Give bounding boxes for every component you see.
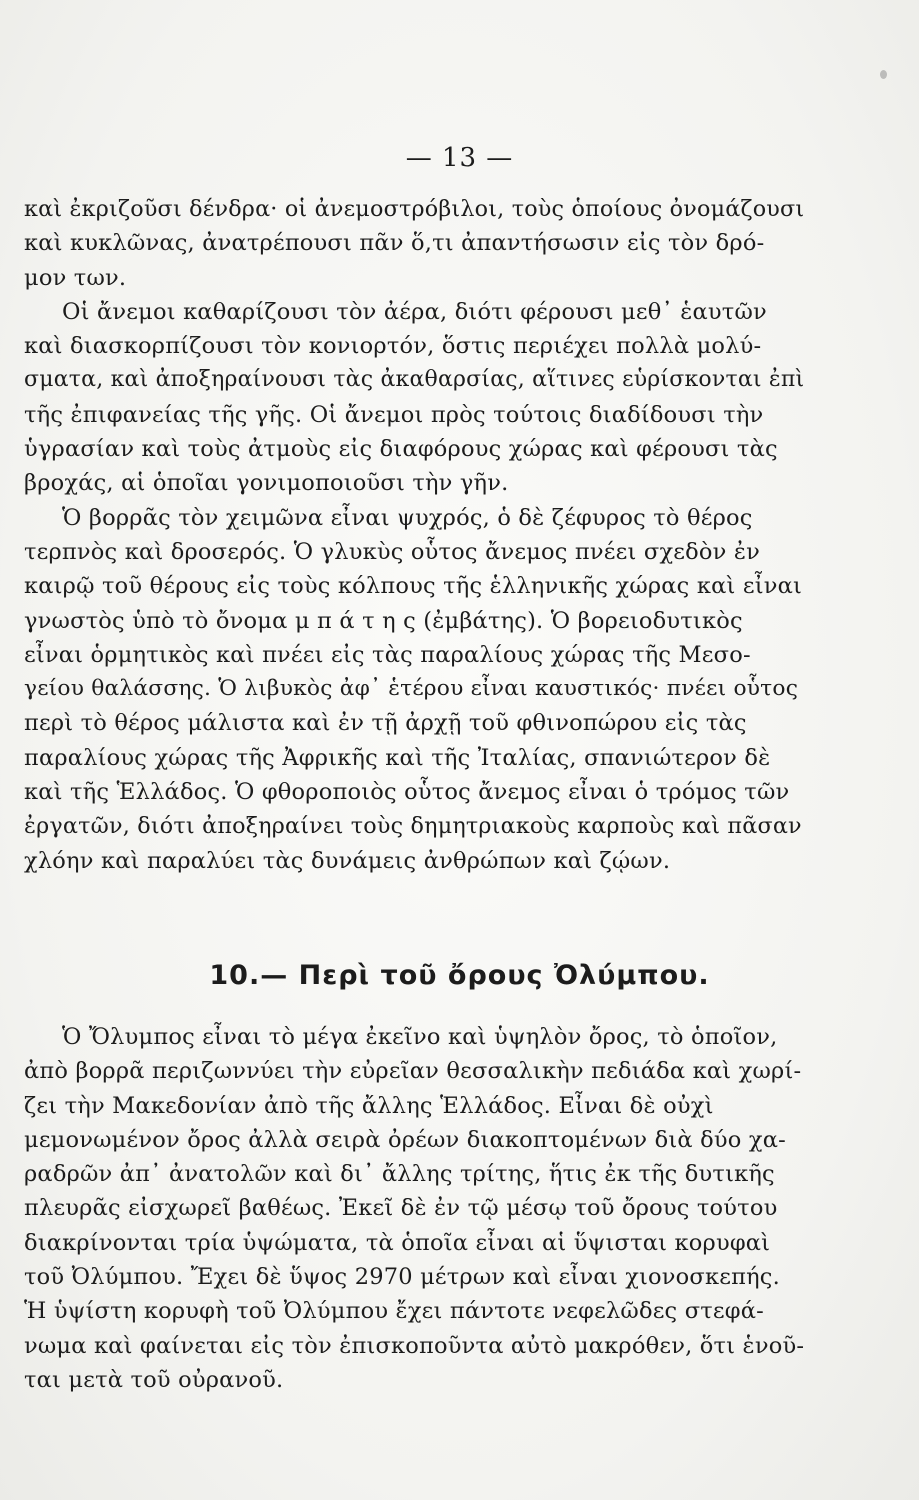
text-line: πλευρᾶς εἰσχωρεῖ βαθέως. Ἐκεῖ δὲ ἐν τῷ μέσῳ τοῦ ὄρους τούτου: [24, 1195, 778, 1222]
text-line: ἐργατῶν, διότι ἀποξηραίνει τοὺς δημητριακοὺς καρποὺς καὶ πᾶσαν: [24, 813, 802, 840]
text-line: καὶ διασκορπίζουσι τὸν κονιορτόν, ὅστις περιέχει πολλὰ μολύ-: [24, 333, 762, 360]
text-line: ἀπὸ βορρᾶ περιζωννύει τὴν εὐρεῖαν θεσσαλικὴν πεδιάδα καὶ χωρί-: [24, 1058, 802, 1085]
text-line: χλόην καὶ παραλύει τὰς δυνάμεις ἀνθρώπων καὶ ζῴων.: [24, 847, 671, 874]
text-line: καὶ κυκλῶνας, ἀνατρέπουσι πᾶν ὅ,τι ἀπαντήσωσιν εἰς τὸν δρό-: [24, 230, 765, 257]
text-line: τερπνὸς καὶ δροσερός. Ὁ γλυκὺς οὗτος ἄνεμος πνέει σχεδὸν ἐν: [24, 538, 761, 565]
ink-speck: [880, 70, 887, 79]
text-line: γείου θαλάσσης. Ὁ λιβυκὸς ἀφ᾿ ἑτέρου εἶναι καυστικός· πνέει οὗτος: [24, 676, 799, 702]
text-line: τοῦ Ὀλύμπου. Ἔχει δὲ ὕψος 2970 μέτρων καὶ εἶναι χιονοσκεπής.: [24, 1264, 780, 1291]
text-line: Ἡ ὑψίστη κορυφὴ τοῦ Ὀλύμπου ἔχει πάντοτε νεφελῶδες στεφά-: [24, 1298, 764, 1325]
paragraph-block-winds: [24, 192, 804, 878]
text-line: εἶναι ὁρμητικὸς καὶ πνέει εἰς τὰς παραλίους χώρας τῆς Μεσο-: [24, 641, 751, 668]
text-line: μον των.: [24, 264, 127, 291]
text-line: περὶ τὸ θέρος μάλιστα καὶ ἐν τῇ ἀρχῇ τοῦ φθινοπώρου εἰς τὰς: [24, 710, 747, 737]
text-line: τῆς ἐπιφανείας τῆς γῆς. Οἱ ἄνεμοι πρὸς τούτοις διαδίδουσι τὴν: [24, 401, 764, 428]
text-line: ται μετὰ τοῦ οὐρανοῦ.: [24, 1366, 284, 1393]
text-line: βροχάς, αἱ ὁποῖαι γονιμοποιοῦσι τὴν γῆν.: [24, 470, 509, 497]
text-line: καιρῷ τοῦ θέρους εἰς τοὺς κόλπους τῆς ἑλληνικῆς χώρας καὶ εἶναι: [24, 573, 803, 600]
text-line: γνωστὸς ὑπὸ τὸ ὄνομα μ π ά τ η ς (ἐμβάτης). Ὁ βορειοδυτικὸς: [24, 607, 743, 634]
text-line: ραδρῶν ἀπ᾿ ἀνατολῶν καὶ δι᾿ ἄλλης τρίτης, ἥτις ἐκ τῆς δυτικῆς: [24, 1161, 775, 1188]
text-line: καὶ ἐκριζοῦσι δένδρα· οἱ ἀνεμοστρόβιλοι, τοὺς ὁποίους ὀνομάζουσι: [24, 196, 805, 222]
text-line: Ὁ βορρᾶς τὸν χειμῶνα εἶναι ψυχρός, ὁ δὲ ζέφυρος τὸ θέρος: [62, 504, 753, 531]
text-line: Ὁ Ὄλυμπος εἶναι τὸ μέγα ἐκεῖνο καὶ ὑψηλὸν ὄρος, τὸ ὁποῖον,: [62, 1024, 778, 1050]
paragraph-block-olympus: [24, 1020, 804, 1397]
text-line: παραλίους χώρας τῆς Ἀφρικῆς καὶ τῆς Ἰταλίας, σπανιώτερον δὲ: [24, 744, 771, 771]
text-line: Οἱ ἄνεμοι καθαρίζουσι τὸν ἀέρα, διότι φέρουσι μεθ᾿ ἑαυτῶν: [62, 298, 767, 325]
page-number: — 13 —: [405, 143, 514, 173]
text-line: ζει τὴν Μακεδονίαν ἀπὸ τῆς ἄλλης Ἑλλάδος. Εἶναι δὲ οὐχὶ: [24, 1092, 714, 1119]
text-line: σματα, καὶ ἀποξηραίνουσι τὰς ἀκαθαρσίας, αἵτινες εὑρίσκονται ἐπὶ: [24, 367, 805, 393]
text-line: νωμα καὶ φαίνεται εἰς τὸν ἐπισκοποῦντα αὐτὸ μακρόθεν, ὅτι ἑνοῦ-: [24, 1332, 805, 1359]
text-line: ὑγρασίαν καὶ τοὺς ἀτμοὺς εἰς διαφόρους χώρας καὶ φέρουσι τὰς: [24, 436, 778, 463]
text-line: μεμονωμένον ὄρος ἀλλὰ σειρὰ ὀρέων διακοπτομένων διὰ δύο χα-: [24, 1126, 786, 1153]
section-heading: 10.— Περὶ τοῦ ὄρους Ὀλύμπου.: [209, 960, 710, 991]
text-line: διακρίνονται τρία ὑψώματα, τὰ ὁποῖα εἶναι αἱ ὕψισται κορυφαὶ: [24, 1229, 771, 1256]
text-line: καὶ τῆς Ἑλλάδος. Ὁ φθοροποιὸς οὗτος ἄνεμος εἶναι ὁ τρόμος τῶν: [24, 779, 790, 806]
